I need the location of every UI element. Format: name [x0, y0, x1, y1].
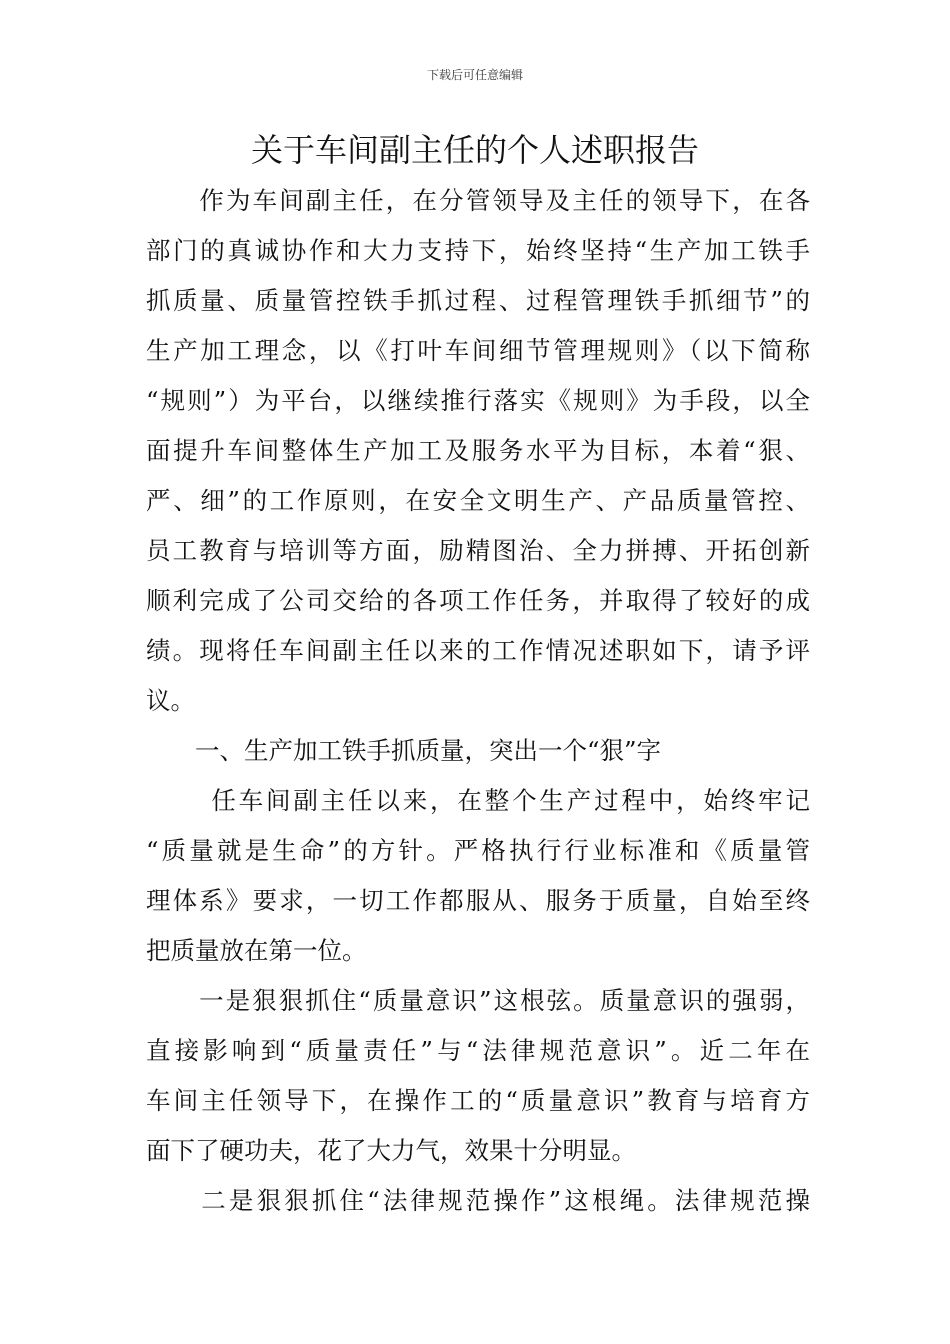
body-line: 把质量放在第一位。: [146, 936, 367, 965]
body-line: 顺利完成了公司交给的各项工作任务，并取得了较好的成: [146, 586, 810, 615]
body-line: “规则”）为平台，以继续推行落实《规则》为手段，以全: [146, 386, 810, 415]
body-line: 严、细”的工作原则，在安全文明生产、产品质量管控、: [146, 486, 810, 515]
document-title: 关于车间副主任的个人述职报告: [250, 131, 699, 169]
body-line: 绩。现将任车间副主任以来的工作情况述职如下，请予评: [146, 636, 810, 665]
body-line: “质量就是生命”的方针。严格执行行业标准和《质量管: [146, 836, 810, 865]
body-line: 一是狠狠抓住“质量意识”这根弦。质量意识的强弱，: [146, 986, 810, 1015]
body-line: 生产加工理念，以《打叶车间细节管理规则》（以下简称: [146, 336, 810, 365]
body-line: 面下了硬功夫，花了大力气，效果十分明显。: [146, 1136, 636, 1165]
body-line: 任车间副主任以来，在整个生产过程中，始终牢记: [146, 786, 810, 815]
header-note: 下载后可任意编辑: [426, 68, 523, 82]
body-line: 议。: [146, 686, 195, 715]
body-line: 理体系》要求，一切工作都服从、服务于质量，自始至终: [146, 886, 810, 915]
body-line: 直接影响到“质量责任”与“法律规范意识”。近二年在: [146, 1036, 810, 1065]
body-line: 部门的真诚协作和大力支持下，始终坚持“生产加工铁手: [146, 236, 810, 265]
document-body: [146, 176, 810, 1226]
body-line: 抓质量、质量管控铁手抓过程、过程管理铁手抓细节”的: [146, 286, 810, 315]
body-line: 面提升车间整体生产加工及服务水平为目标，本着“狠、: [146, 436, 810, 465]
body-line: 车间主任领导下，在操作工的“质量意识”教育与培育方: [146, 1086, 810, 1115]
body-line: 二是狠狠抓住“法律规范操作”这根绳。法律规范操: [146, 1186, 810, 1215]
body-line: 作为车间副主任，在分管领导及主任的领导下，在各: [146, 186, 810, 215]
section-heading: 一、生产加工铁手抓质量，突出一个“狠”字: [146, 736, 662, 765]
body-line: 员工教育与培训等方面，励精图治、全力拼搏、开拓创新: [146, 536, 810, 565]
